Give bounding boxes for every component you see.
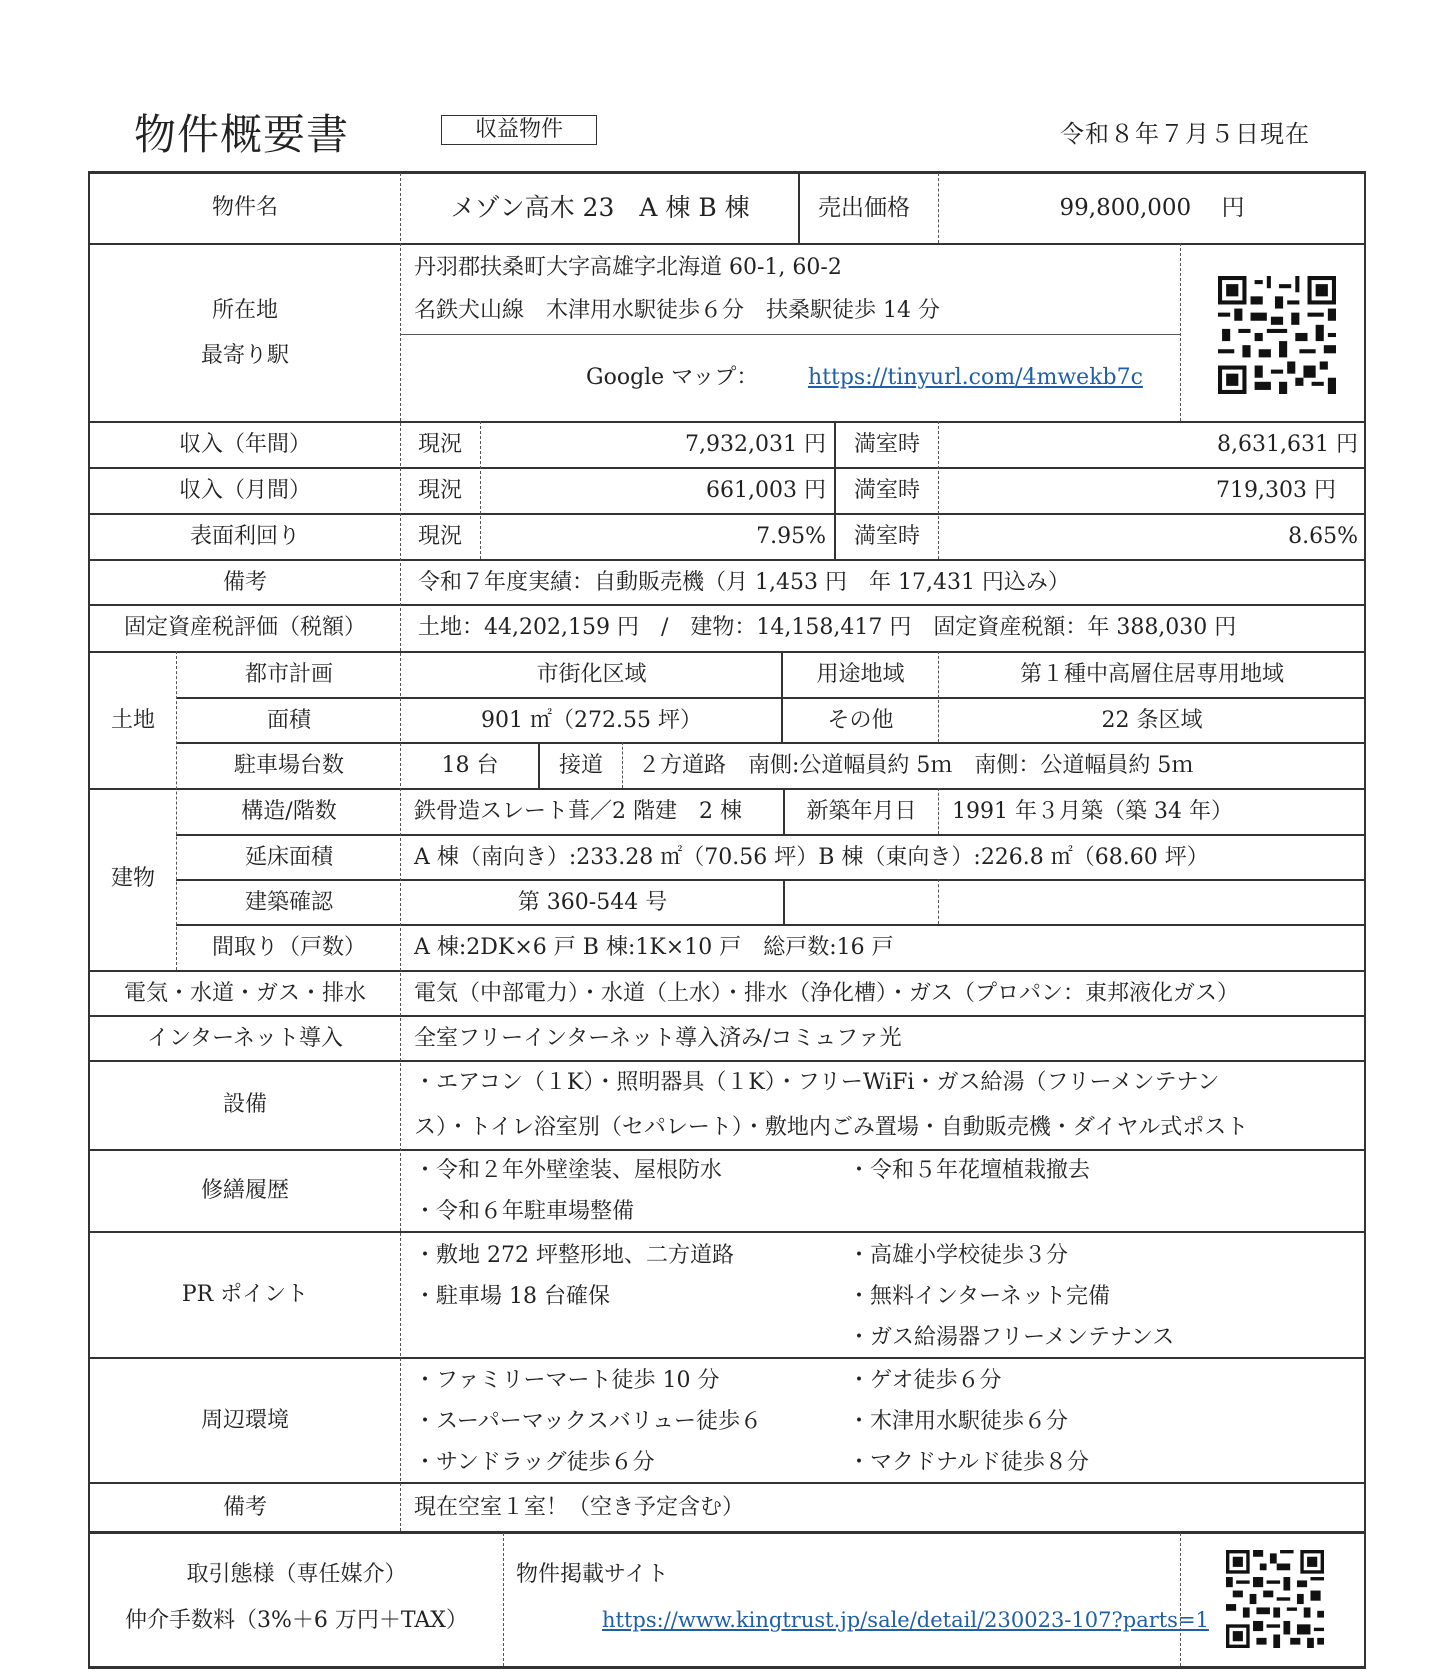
yield-current: 7.95% bbox=[756, 524, 826, 549]
layout-label: 間取り（戸数） bbox=[211, 935, 366, 960]
list-item: ・サンドラッグ徒歩６分 bbox=[414, 1450, 655, 1475]
other-value: 22 条区域 bbox=[1101, 708, 1203, 733]
parking-label: 駐車場台数 bbox=[233, 753, 344, 778]
equipment-label: 設備 bbox=[222, 1092, 267, 1117]
floor-area: A 棟（南向き）:233.28 ㎡（70.56 坪）B 棟（東向き）:226.8 ㎡（68.60 坪） bbox=[414, 845, 1209, 870]
equipment-line: ・エアコン（１K）・照明器具（１K）・フリーWiFi・ガス給湯（フリーメンテナン bbox=[414, 1070, 1220, 1095]
layout: A 棟:2DK×6 戸 B 棟:1K×10 戸 総戸数:16 戸 bbox=[414, 935, 894, 960]
list-item: ・スーパーマックスバリュー徒歩６ bbox=[414, 1409, 763, 1434]
page-title: 物件概要書 bbox=[134, 110, 350, 159]
city-plan: 市街化区域 bbox=[536, 662, 647, 687]
yield-full: 8.65% bbox=[1288, 524, 1358, 549]
list-item: ・令和６年駐車場整備 bbox=[414, 1199, 635, 1224]
qr-code-icon[interactable] bbox=[1218, 276, 1336, 394]
current-label: 現況 bbox=[418, 478, 463, 503]
surroundings-label: 周辺環境 bbox=[200, 1408, 289, 1433]
equipment-line: ス）・トイレ浴室別（セパレート）・敷地内ごみ置場・自動販売機・ダイヤル式ポスト bbox=[414, 1115, 1249, 1140]
list-item: ・無料インターネット完備 bbox=[848, 1284, 1111, 1309]
google-map-link[interactable]: https://tinyurl.com/4mwekb7c bbox=[808, 365, 1143, 390]
building-confirmation-label: 建築確認 bbox=[244, 890, 333, 915]
list-item: ・マクドナルド徒歩８分 bbox=[848, 1450, 1089, 1475]
current-label: 現況 bbox=[418, 524, 463, 549]
list-item: ・敷地 272 坪整形地、二方道路 bbox=[414, 1243, 734, 1268]
property-type-badge: 収益物件 bbox=[441, 115, 597, 145]
annual-income-current: 7,932,031 円 bbox=[685, 432, 826, 457]
monthly-income-label: 収入（月間） bbox=[178, 478, 311, 503]
current-label: 現況 bbox=[418, 432, 463, 457]
annual-income-label: 収入（年間） bbox=[178, 432, 311, 457]
repair-history-label: 修繕履歴 bbox=[200, 1178, 289, 1203]
property-name: メゾン高木 23 A 棟 B 棟 bbox=[450, 193, 750, 222]
built-date-label: 新築年月日 bbox=[806, 799, 917, 824]
utilities: 電気（中部電力）・水道（上水）・排水（浄化槽）・ガス（プロパン：東邦液化ガス） bbox=[414, 981, 1240, 1006]
full-occupancy-label: 満室時 bbox=[854, 478, 921, 503]
list-item: ・ガス給湯器フリーメンテナンス bbox=[848, 1325, 1175, 1350]
listing-site-link[interactable]: https://www.kingtrust.jp/sale/detail/230023-107?parts=1 bbox=[602, 1608, 1209, 1632]
property-name-label: 物件名 bbox=[211, 195, 278, 220]
tax-label: 固定資産税評価（税額） bbox=[123, 615, 366, 640]
list-item: ・ファミリーマート徒歩 10 分 bbox=[414, 1368, 720, 1393]
notes-label: 備考 bbox=[222, 1495, 267, 1520]
pr-points-label: PR ポイント bbox=[181, 1282, 309, 1307]
land-label: 土地 bbox=[110, 708, 155, 733]
building-confirmation: 第 360-544 号 bbox=[517, 890, 668, 915]
transaction-type: 取引態様（専任媒介） bbox=[186, 1562, 407, 1587]
station-label: 最寄り駅 bbox=[200, 343, 289, 368]
other-label: その他 bbox=[827, 708, 894, 733]
tax-value: 土地：44,202,159 円 / 建物：14,158,417 円 固定資産税額：年 388,030 円 bbox=[418, 615, 1237, 640]
building-label: 建物 bbox=[110, 866, 155, 891]
list-item: ・木津用水駅徒歩６分 bbox=[848, 1409, 1069, 1434]
structure: 鉄骨造スレート葺／2 階建 2 棟 bbox=[414, 799, 742, 824]
listing-site-label: 物件掲載サイト bbox=[516, 1562, 669, 1587]
yield-label: 表面利回り bbox=[189, 524, 300, 549]
brokerage-fee: 仲介手数料（3%＋6 万円＋TAX） bbox=[125, 1608, 468, 1633]
internet-label: インターネット導入 bbox=[146, 1026, 344, 1051]
notes-label: 備考 bbox=[222, 570, 267, 595]
nearest-station: 名鉄犬山線 木津用水駅徒歩６分 扶桑駅徒歩 14 分 bbox=[414, 298, 940, 323]
area-label: 面積 bbox=[266, 708, 311, 733]
notes-value: 現在空室１室！（空き予定含む） bbox=[414, 1495, 745, 1520]
qr-code-icon[interactable] bbox=[1226, 1550, 1324, 1648]
road-access: ２方道路 南側:公道幅員約 5ｍ 南側：公道幅員約 5ｍ bbox=[638, 753, 1194, 778]
zoning: 第１種中高層住居専用地域 bbox=[1019, 662, 1284, 687]
full-occupancy-label: 満室時 bbox=[854, 432, 921, 457]
list-item: ・駐車場 18 台確保 bbox=[414, 1284, 610, 1309]
parking-count: 18 台 bbox=[441, 753, 499, 778]
city-plan-label: 都市計画 bbox=[244, 662, 333, 687]
sale-price: 99,800,000 円 bbox=[1059, 195, 1245, 221]
list-item: ・令和２年外壁塗装、屋根防水 bbox=[414, 1158, 723, 1183]
annual-income-full: 8,631,631 円 bbox=[1217, 432, 1358, 457]
price-label: 売出価格 bbox=[818, 195, 910, 221]
utilities-label: 電気・水道・ガス・排水 bbox=[123, 981, 366, 1006]
list-item: ・高雄小学校徒歩３分 bbox=[848, 1243, 1069, 1268]
google-map-label: Google マップ： bbox=[586, 365, 759, 390]
structure-label: 構造/階数 bbox=[241, 799, 337, 824]
notes-value: 令和７年度実績：自動販売機（月 1,453 円 年 17,431 円込み） bbox=[418, 570, 1070, 595]
monthly-income-current: 661,003 円 bbox=[706, 478, 826, 503]
as-of-date: 令和８年７月５日現在 bbox=[1060, 120, 1310, 148]
road-label: 接道 bbox=[558, 753, 603, 778]
built-date: 1991 年３月築（築 34 年） bbox=[952, 799, 1233, 824]
list-item: ・ゲオ徒歩６分 bbox=[848, 1368, 1002, 1393]
address: 丹羽郡扶桑町大字高雄字北海道 60-1, 60-2 bbox=[414, 255, 842, 280]
location-label: 所在地 bbox=[211, 298, 278, 323]
full-occupancy-label: 満室時 bbox=[854, 524, 921, 549]
list-item: ・令和５年花壇植栽撤去 bbox=[848, 1158, 1091, 1183]
floor-area-label: 延床面積 bbox=[244, 845, 333, 870]
land-area: 901 ㎡（272.55 坪） bbox=[481, 708, 702, 733]
zoning-label: 用途地域 bbox=[816, 662, 905, 687]
internet: 全室フリーインターネット導入済み/コミュファ光 bbox=[414, 1026, 902, 1051]
monthly-income-full: 719,303 円 bbox=[1216, 478, 1336, 503]
